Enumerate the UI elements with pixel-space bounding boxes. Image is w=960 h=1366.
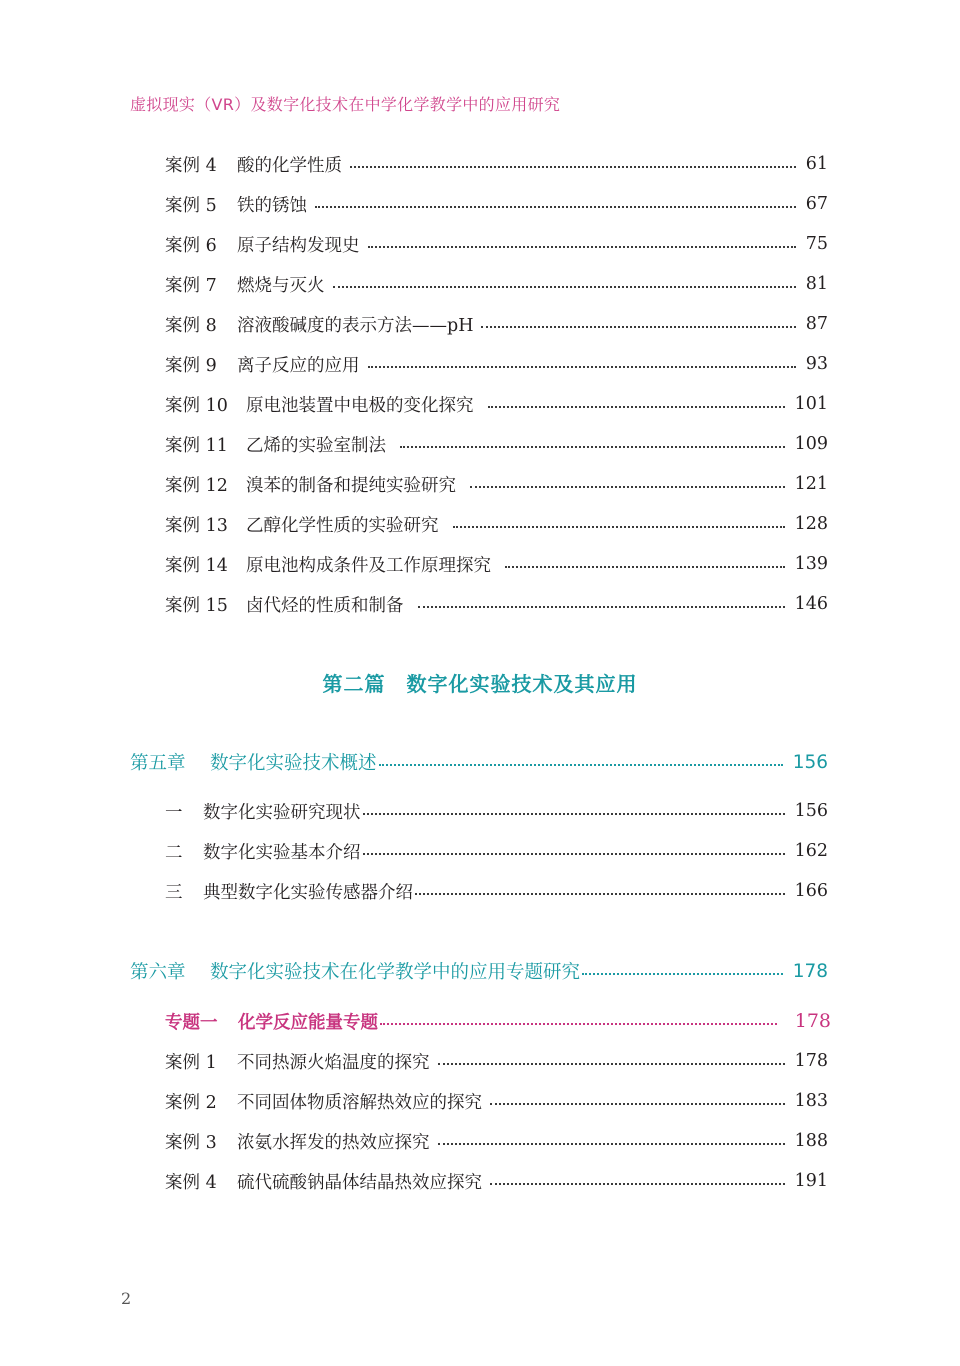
dot-leader <box>380 1023 777 1025</box>
toc-entry[interactable] <box>165 1087 828 1115</box>
toc-entry[interactable] <box>165 430 828 458</box>
toc-entry-title: 燃烧与灭火 <box>237 275 325 296</box>
dot-leader <box>453 526 785 528</box>
chapter-5-entry[interactable] <box>130 747 828 777</box>
toc-entry-page: 61 <box>805 154 828 174</box>
dot-leader <box>505 566 785 568</box>
toc-entry-page: 191 <box>794 1171 828 1191</box>
dot-leader <box>315 206 796 208</box>
toc-entry-page: 101 <box>794 394 828 414</box>
chapter-page: 156 <box>792 751 828 773</box>
toc-entry[interactable] <box>165 390 828 418</box>
toc-entry-title: 不同热源火焰温度的探究 <box>237 1052 430 1073</box>
toc-entry-title: 原子结构发现史 <box>237 235 360 256</box>
dot-leader <box>363 813 785 815</box>
toc-entry[interactable] <box>165 550 828 578</box>
toc-entry-title: 浓氨水挥发的热效应探究 <box>237 1132 430 1153</box>
topic-title: 化学反应能量专题 <box>238 1012 378 1033</box>
toc-entry-label: 案例 9 <box>165 355 217 376</box>
section-title: 典型数字化实验传感器介绍 <box>203 882 413 903</box>
toc-entry-label: 案例 8 <box>165 315 217 336</box>
toc-entry-title: 原电池构成条件及工作原理探究 <box>246 555 491 576</box>
toc-entry[interactable] <box>165 150 828 178</box>
toc-entry-page: 87 <box>805 314 828 334</box>
toc-entry[interactable] <box>165 270 828 298</box>
toc-entry-title: 乙醇化学性质的实验研究 <box>246 515 439 536</box>
section-label: 三 <box>165 882 183 903</box>
dot-leader <box>379 764 783 766</box>
toc-entry-title: 原电池装置中电极的变化探究 <box>246 395 474 416</box>
dot-leader <box>470 486 785 488</box>
section-entry[interactable] <box>165 877 828 905</box>
toc-entry-title: 乙烯的实验室制法 <box>246 435 386 456</box>
dot-leader <box>415 893 785 895</box>
toc-entry[interactable] <box>165 230 828 258</box>
chapter-6-entry[interactable] <box>130 956 828 986</box>
toc-entry-title: 不同固体物质溶解热效应的探究 <box>237 1092 482 1113</box>
toc-entry-label: 案例 12 <box>165 475 228 496</box>
dot-leader <box>438 1143 785 1145</box>
section-page: 166 <box>794 881 828 901</box>
toc-entry[interactable] <box>165 190 828 218</box>
topic-label: 专题一 <box>165 1012 218 1033</box>
toc-entry-label: 案例 14 <box>165 555 228 576</box>
dot-leader <box>490 1103 785 1105</box>
toc-entry-label: 案例 4 <box>165 1172 217 1193</box>
toc-entry-page: 121 <box>794 474 828 494</box>
toc-entry[interactable] <box>165 310 828 338</box>
toc-entry-page: 81 <box>805 274 828 294</box>
chapter-label: 第六章 <box>130 962 186 983</box>
toc-entry-label: 案例 2 <box>165 1092 217 1113</box>
toc-entry-label: 案例 1 <box>165 1052 217 1073</box>
chapter-page: 178 <box>792 960 828 982</box>
toc-entry[interactable] <box>165 350 828 378</box>
dot-leader <box>481 326 795 328</box>
toc-entry-label: 案例 4 <box>165 155 217 176</box>
toc-entry-page: 146 <box>794 594 828 614</box>
toc-entry-title: 酸的化学性质 <box>237 155 342 176</box>
toc-entry-title: 溶液酸碱度的表示方法——pH <box>237 315 474 336</box>
topic-page: 178 <box>794 1010 831 1032</box>
toc-entry-label: 案例 6 <box>165 235 217 256</box>
chapter-title: 数字化实验技术在化学教学中的应用专题研究 <box>210 962 581 983</box>
section-label: 二 <box>165 842 183 863</box>
toc-entry-title: 溴苯的制备和提纯实验研究 <box>246 475 456 496</box>
toc-entry[interactable] <box>165 470 828 498</box>
section-page: 156 <box>794 801 828 821</box>
dot-leader <box>350 166 796 168</box>
toc-entry-label: 案例 11 <box>165 435 228 456</box>
dot-leader <box>368 366 796 368</box>
toc-entry-page: 75 <box>805 234 828 254</box>
toc-entry[interactable] <box>165 1167 828 1195</box>
dot-leader <box>400 446 785 448</box>
toc-entry-page: 109 <box>794 434 828 454</box>
dot-leader <box>490 1183 785 1185</box>
dot-leader <box>438 1063 785 1065</box>
toc-entry-title: 硫代硫酸钠晶体结晶热效应探究 <box>237 1172 482 1193</box>
section-entry[interactable] <box>165 797 828 825</box>
dot-leader <box>363 853 785 855</box>
dot-leader <box>368 246 796 248</box>
toc-entry-title: 铁的锈蚀 <box>237 195 307 216</box>
toc-entry-page: 67 <box>805 194 828 214</box>
toc-entry-page: 178 <box>794 1051 828 1071</box>
toc-entry-page: 139 <box>794 554 828 574</box>
dot-leader <box>488 406 785 408</box>
toc-entry-label: 案例 13 <box>165 515 228 536</box>
toc-entry-title: 卤代烃的性质和制备 <box>246 595 404 616</box>
toc-entry[interactable] <box>165 590 828 618</box>
dot-leader <box>333 286 796 288</box>
section-page: 162 <box>794 841 828 861</box>
chapter-label: 第五章 <box>130 753 186 774</box>
toc-entry-page: 93 <box>805 354 828 374</box>
dot-leader <box>582 973 783 975</box>
toc-entry-label: 案例 15 <box>165 595 228 616</box>
toc-entry-label: 案例 3 <box>165 1132 217 1153</box>
toc-entry-label: 案例 10 <box>165 395 228 416</box>
page-number: 2 <box>121 1289 132 1308</box>
chapter-title: 数字化实验技术概述 <box>210 753 377 774</box>
section-title: 数字化实验研究现状 <box>203 802 361 823</box>
toc-entry[interactable] <box>165 1047 828 1075</box>
toc-entry[interactable] <box>165 510 828 538</box>
toc-entry-title: 离子反应的应用 <box>237 355 360 376</box>
dot-leader <box>418 606 785 608</box>
running-header: 虚拟现实（VR）及数字化技术在中学化学教学中的应用研究 <box>130 95 561 114</box>
toc-entry-label: 案例 7 <box>165 275 217 296</box>
section-entry[interactable] <box>165 837 828 865</box>
part-title: 第二篇 数字化实验技术及其应用 <box>322 672 638 696</box>
section-label: 一 <box>165 802 183 823</box>
toc-entry-page: 128 <box>794 514 828 534</box>
topic-entry[interactable] <box>165 1006 831 1036</box>
toc-entry-page: 188 <box>794 1131 828 1151</box>
toc-entry-label: 案例 5 <box>165 195 217 216</box>
toc-entry[interactable] <box>165 1127 828 1155</box>
section-title: 数字化实验基本介绍 <box>203 842 361 863</box>
toc-entry-page: 183 <box>794 1091 828 1111</box>
